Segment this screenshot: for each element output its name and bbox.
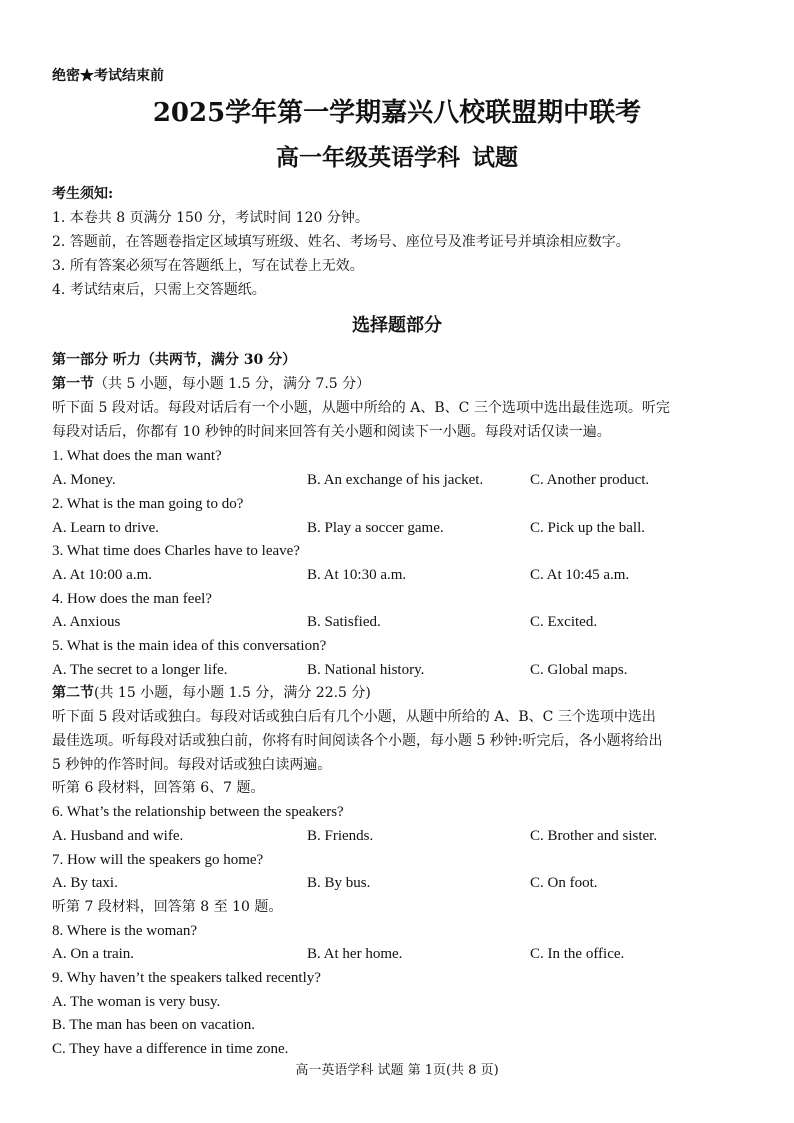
option-a: A. Learn to drive. [52,520,160,536]
option-c: C. They have a difference in time zone. [52,1041,289,1057]
section2-instructions: 5 秒钟的作答时间。每段对话或独白读两遍。 [52,757,332,773]
subtitle-subject: 高一年级英语学科 [276,144,460,171]
question-stem: 1. What does the man want? [52,448,222,464]
option-b: B. The man has been on vacation. [52,1017,255,1033]
option-b: B. Play a soccer game. [307,520,444,536]
section2-instructions: 听下面 5 段对话或独白。每段对话或独白后有几个小题，从题中所给的 A、B、C 三个选项中选出 [52,709,656,725]
option-a: A. The secret to a longer life. [52,662,228,678]
secret-label: 绝密★考试结束前 [52,68,164,84]
section1-label: 第一节 [52,376,94,392]
question-stem: 7. How will the speakers go home? [52,852,264,868]
option-c: C. Excited. [530,614,598,630]
notice-item: 4. 考试结束后，只需上交答题纸。 [52,282,266,298]
option-a: A. By taxi. [52,875,118,891]
section2-header [52,683,371,703]
question-stem: 4. How does the man feel? [52,591,212,607]
page-footer: 高一英语学科 试题 第 1页(共 8 页) [295,1063,499,1078]
option-a: A. At 10:00 a.m. [52,567,152,583]
option-c: C. Brother and sister. [530,828,658,844]
option-c: C. Another product. [530,472,650,488]
exam-title: 2025学年第一学期嘉兴八校联盟期中联考 [152,98,642,128]
section2-label: 第二节 [52,685,94,701]
option-a: A. Husband and wife. [52,828,184,844]
option-b: B. By bus. [307,875,371,891]
option-a: A. The woman is very busy. [52,994,221,1010]
question-stem: 3. What time does Charles have to leave? [52,543,300,559]
notice-item: 2. 答题前，在答题卷指定区域填写班级、姓名、考场号、座位号及准考证号并填涂相应数字。 [52,234,630,250]
option-c: C. On foot. [530,875,598,891]
subtitle-type: 试题 [472,144,518,171]
section1-info: （共 5 小题，每小题 1.5 分，满分 7.5 分） [94,376,371,392]
option-b: B. Friends. [307,828,374,844]
passage-intro: 听第 7 段材料，回答第 8 至 10 题。 [52,899,283,915]
option-c: C. Global maps. [530,662,628,678]
section-title: 选择题部分 [352,315,442,336]
passage-intro: 听第 6 段材料，回答第 6、7 题。 [52,780,265,796]
section2-instructions: 最佳选项。听每段对话或独白前，你将有时间阅读各个小题，每小题 5 秒钟:听完后，各小题将给出 [52,733,663,749]
option-a: A. Money. [52,472,116,488]
option-c: C. At 10:45 a.m. [530,567,630,583]
part1-heading: 第一部分 听力（共两节，满分 30 分） [52,352,297,368]
section1-instructions: 每段对话后，你都有 10 秒钟的时间来回答有关小题和阅读下一小题。每段对话仅读一遍。 [52,424,611,440]
option-b: B. Satisfied. [307,614,381,630]
question-stem: 2. What is the man going to do? [52,496,244,512]
option-a: A. Anxious [52,614,121,630]
section1-header [52,374,370,394]
notice-item: 3. 所有答案必须写在答题纸上，写在试卷上无效。 [52,258,364,274]
option-c: C. In the office. [530,946,625,962]
question-stem: 8. Where is the woman? [52,923,198,939]
option-b: B. At 10:30 a.m. [307,567,407,583]
option-b: B. National history. [307,662,425,678]
option-a: A. On a train. [52,946,135,962]
question-stem: 6. What’s the relationship between the speakers? [52,804,344,820]
exam-subtitle [0,143,794,173]
notice-heading: 考生须知: [52,186,114,202]
option-b: B. An exchange of his jacket. [307,472,484,488]
section2-info: (共 15 小题，每小题 1.5 分，满分 22.5 分) [94,685,371,701]
notice-item: 1. 本卷共 8 页满分 150 分，考试时间 120 分钟。 [52,210,369,226]
question-stem: 5. What is the main idea of this conversation? [52,638,327,654]
section1-instructions: 听下面 5 段对话。每段对话后有一个小题，从题中所给的 A、B、C 三个选项中选出最佳选项。听完 [52,400,670,416]
option-c: C. Pick up the ball. [530,520,645,536]
question-stem: 9. Why haven’t the speakers talked recently? [52,970,321,986]
option-b: B. At her home. [307,946,403,962]
